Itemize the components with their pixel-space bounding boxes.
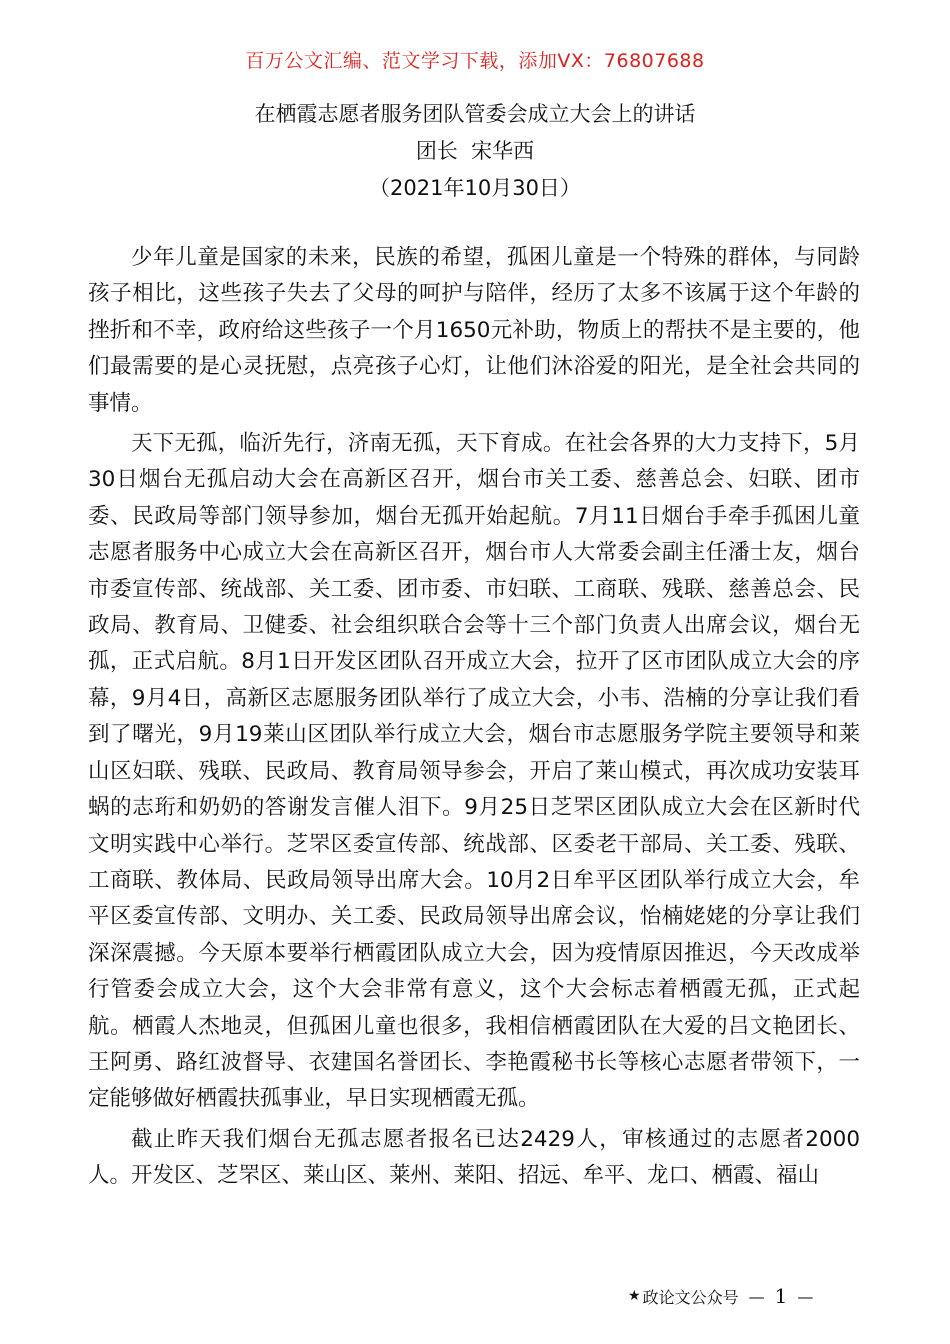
- speech-title: 在栖霞志愿者服务团队管委会成立大会上的讲话: [254, 102, 696, 126]
- page-footer: [628, 1284, 823, 1308]
- footer-label: 政论文公众号: [642, 1287, 739, 1307]
- speech-date: （2021年10月30日）: [369, 176, 581, 200]
- speech-author: 团长 宋华西: [415, 139, 535, 163]
- paragraph: 少年儿童是国家的未来，民族的希望，孤困儿童是一个特殊的群体，与同龄孩子相比，这些孩子失去了父母的呵护与陪伴，经历了太多不该属于这个年龄的挫折和不幸，政府给这些孩子一个月1650元补助，物质上的帮扶不是主要的，他们最需要的是心灵抚慰，点亮孩子心灯，让他们沐浴爱的阳光，是全社会共同的事情。: [88, 245, 860, 416]
- footer-dash-right: —: [797, 1286, 814, 1306]
- paragraph: 截止昨天我们烟台无孤志愿者报名已达2429人，审核通过的志愿者2000人。开发区、芝罘区、莱山区、莱州、莱阳、招远、牟平、龙口、栖霞、福山: [88, 1126, 860, 1189]
- promo-banner: 百万公文汇编、范文学习下载，添加VX：76807688: [245, 50, 705, 72]
- title-block: [0, 96, 950, 207]
- speech-body: [88, 240, 860, 1199]
- star-icon: ★: [628, 1288, 641, 1304]
- page-number: 1: [774, 1284, 788, 1308]
- paragraph: 天下无孤，临沂先行，济南无孤，天下育成。在社会各界的大力支持下，5月30日烟台无孤启动大会在高新区召开，烟台市关工委、慈善总会、妇联、团市委、民政局等部门领导参加，烟台无孤开始起航。7月11日烟台手牵手孤困儿童志愿者服务中心成立大会在高新区召开，烟台市人大常委会副主任潘士友，烟台市委宣传部、统战部、关工委、团市委、市妇联、工商联、残联、慈善总会、民政局、教育局、卫健委、社会组织联合会等十三个部门负责人出席会议，烟台无孤，正式启航。8月1日开发区团队召开成立大会，拉开了区市团队成立大会的序幕，9月4日，高新区志愿服务团队举行了成立大会，小韦、浩楠的分享让我们看到了曙光，9月19莱山区团队举行成立大会，烟台市志愿服务学院主要领导和莱山区妇联、残联、民政局、教育局领导参会，开启了莱山模式，再次成功安装耳蜗的志珩和奶奶的答谢发言催人泪下。9月25日芝罘区团队成立大会在区新时代文明实践中心举行。芝罘区委宣传部、统战部、区委老干部局、关工委、残联、工商联、教体局、民政局领导出席大会。10月2日牟平区团队举行成立大会，牟平区委宣传部、文明办、关工委、民政局领导出席会议，怡楠姥姥的分享让我们深深震撼。今天原本要举行栖霞团队成立大会，因为疫情原因推迟，今天改成举行管委会成立大会，这个大会非常有意义，这个大会标志着栖霞无孤，正式起航。栖霞人杰地灵，但孤困儿童也很多，我相信栖霞团队在大爱的吕文艳团长、王阿勇、路红波督导、衣建国名誉团长、李艳霞秘书长等核心志愿者带领下，一定能够做好栖霞扶孤事业，早日实现栖霞无孤。: [88, 431, 860, 1112]
- footer-dash-left: —: [748, 1286, 765, 1306]
